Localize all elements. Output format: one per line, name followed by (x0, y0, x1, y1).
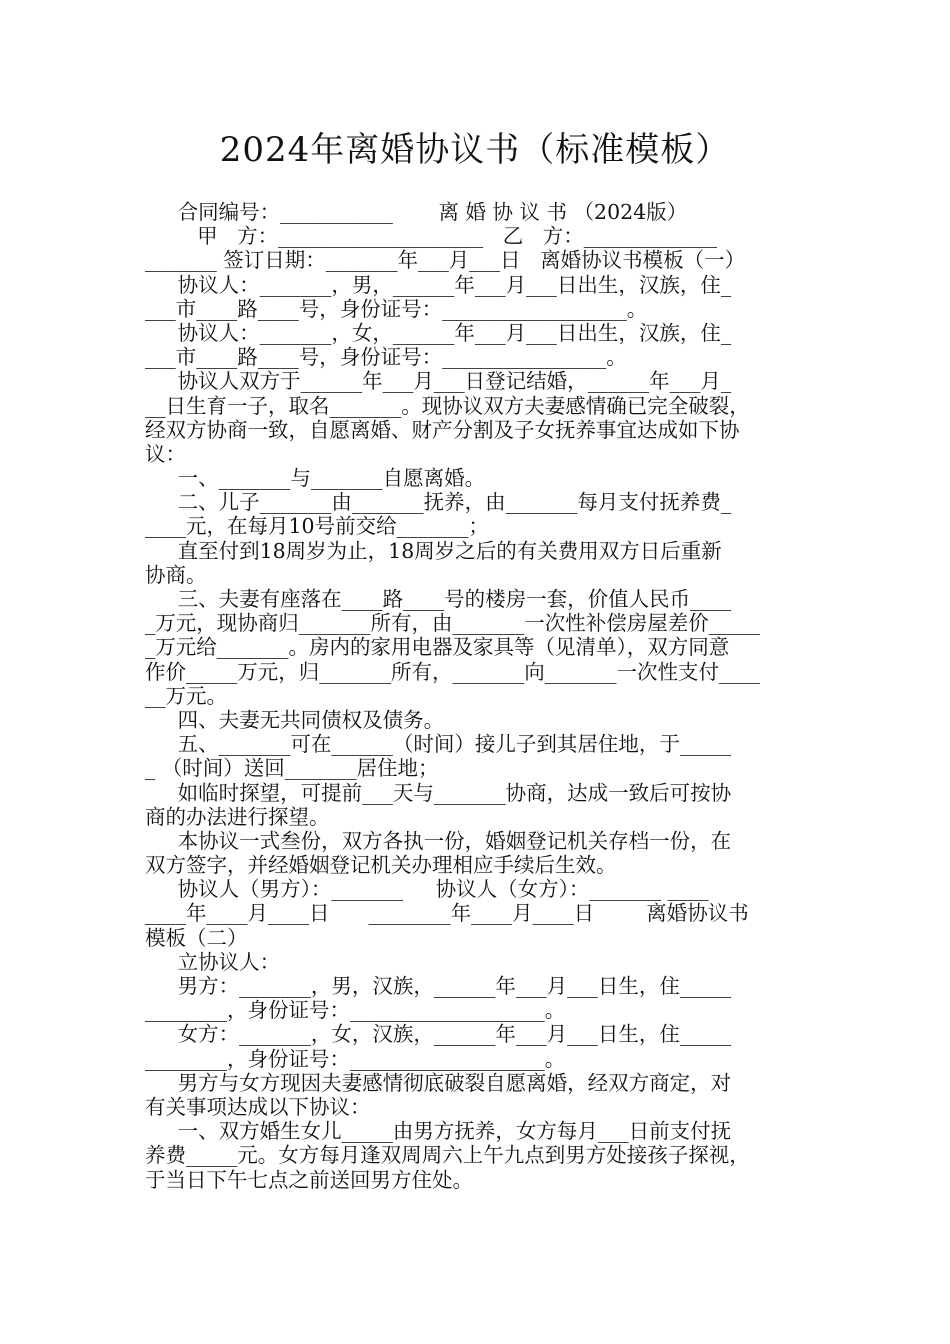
text-line: 协议人：_______，男，______年___月___日出生，汉族，住_ (145, 272, 732, 297)
text-line: 女方：_______，女，汉族，______年___月___日生，住_____ (145, 1022, 732, 1047)
text-line: 甲 方：____________________ 乙 方：_____________ (145, 224, 718, 249)
text-line: 立协议人： (145, 949, 281, 974)
document-body (145, 200, 805, 1192)
text-line: _万元，现协商归_______所有，由_______一次性补偿房屋差价_____ (145, 611, 760, 636)
text-line: 本协议一式叁份，双方各执一份，婚姻登记机关存档一份，在 (145, 828, 732, 853)
text-line: _______ 签订日期：_______年___月___日 离婚协议书模板（一） (145, 248, 746, 273)
text-line: 模板（二） (145, 925, 248, 950)
text-line: ___市____路____号，身份证号：__________________。 (145, 296, 648, 321)
text-line: 有关事项达成以下协议： (145, 1094, 371, 1119)
text-line: 商的办法进行探望。 (145, 804, 330, 829)
text-line: 一、双方婚生女儿_____由男方抚养，女方每月___日前支付抚 (145, 1119, 732, 1144)
text-line: _ （时间）送回_______居住地； (145, 756, 439, 781)
document-title: 2024年离婚协议书（标准模板） (219, 130, 731, 170)
text-line: 二、儿子_______由_______抚养，由_______每月支付抚养费_ (145, 490, 732, 515)
text-line: _万元给_______。房内的家用电器及家具等（见清单），双方同意 (145, 635, 730, 660)
text-line: ____年____月____日 ________年____月____日 离婚协议书 (145, 901, 749, 926)
text-line: 直至付到18周岁为止，18周岁之后的有关费用双方日后重新 (145, 538, 722, 563)
text-line: 养费_____元。女方每月逢双周周六上午九点到男方处接孩子探视， (145, 1143, 750, 1168)
text-line: 男方：_______，男，汉族，______年___月___日生，住_____ (145, 974, 732, 998)
text-line: 协商。 (145, 562, 207, 587)
text-line: 协议人：_______，女，______年___月___日出生，汉族，住_ (145, 320, 732, 345)
text-line: 如临时探望，可提前___天与_______协商，达成一致后可按协 (145, 780, 732, 805)
text-line: 双方签字，并经婚姻登记机关办理相应手续后生效。 (145, 853, 617, 878)
text-line: ____元，在每月10号前交给_______； (145, 514, 489, 539)
text-line: ________，身份证号：___________________。 (145, 998, 566, 1023)
text-line: 协议人双方于______年___月___日登记结婚，______年___月_ (145, 369, 732, 394)
text-line: ___市____路____号，身份证号：________________。 (145, 345, 627, 370)
text-line: 一、_______与_______自愿离婚。 (145, 466, 486, 491)
text-line: ________，身份证号：___________________。 (145, 1046, 566, 1071)
text-line: 合同编号：___________ 离 婚 协 议 书 （2024版） (145, 200, 688, 224)
text-line: 四、夫妻无共同债权及债务。 (145, 707, 445, 732)
text-line: 协议人（男方）：_______ 协议人（女方）：_______ ____ (145, 877, 709, 902)
text-line: __日生育一子，取名_______。现协议双方夫妻感情确已完全破裂， (145, 393, 750, 418)
text-line: __万元。 (145, 683, 227, 708)
text-line: 作价_____万元，归_______所有，_______向_______一次性支付____ (145, 659, 760, 684)
text-line: 三、夫妻有座落在____路____号的楼房一套，价值人民币____ (145, 587, 732, 611)
text-line: 于当日下午七点之前送回男方住处。 (145, 1167, 473, 1192)
text-line: 经双方协商一致，自愿离婚、财产分割及子女抚养事宜达成如下协 (145, 417, 740, 442)
text-line: 五、_______可在______（时间）接儿子到其居住地，于_____ (145, 732, 732, 757)
text-line: 议： (145, 441, 186, 466)
text-line: 男方与女方现因夫妻感情彻底破裂自愿离婚，经双方商定，对 (145, 1070, 732, 1095)
